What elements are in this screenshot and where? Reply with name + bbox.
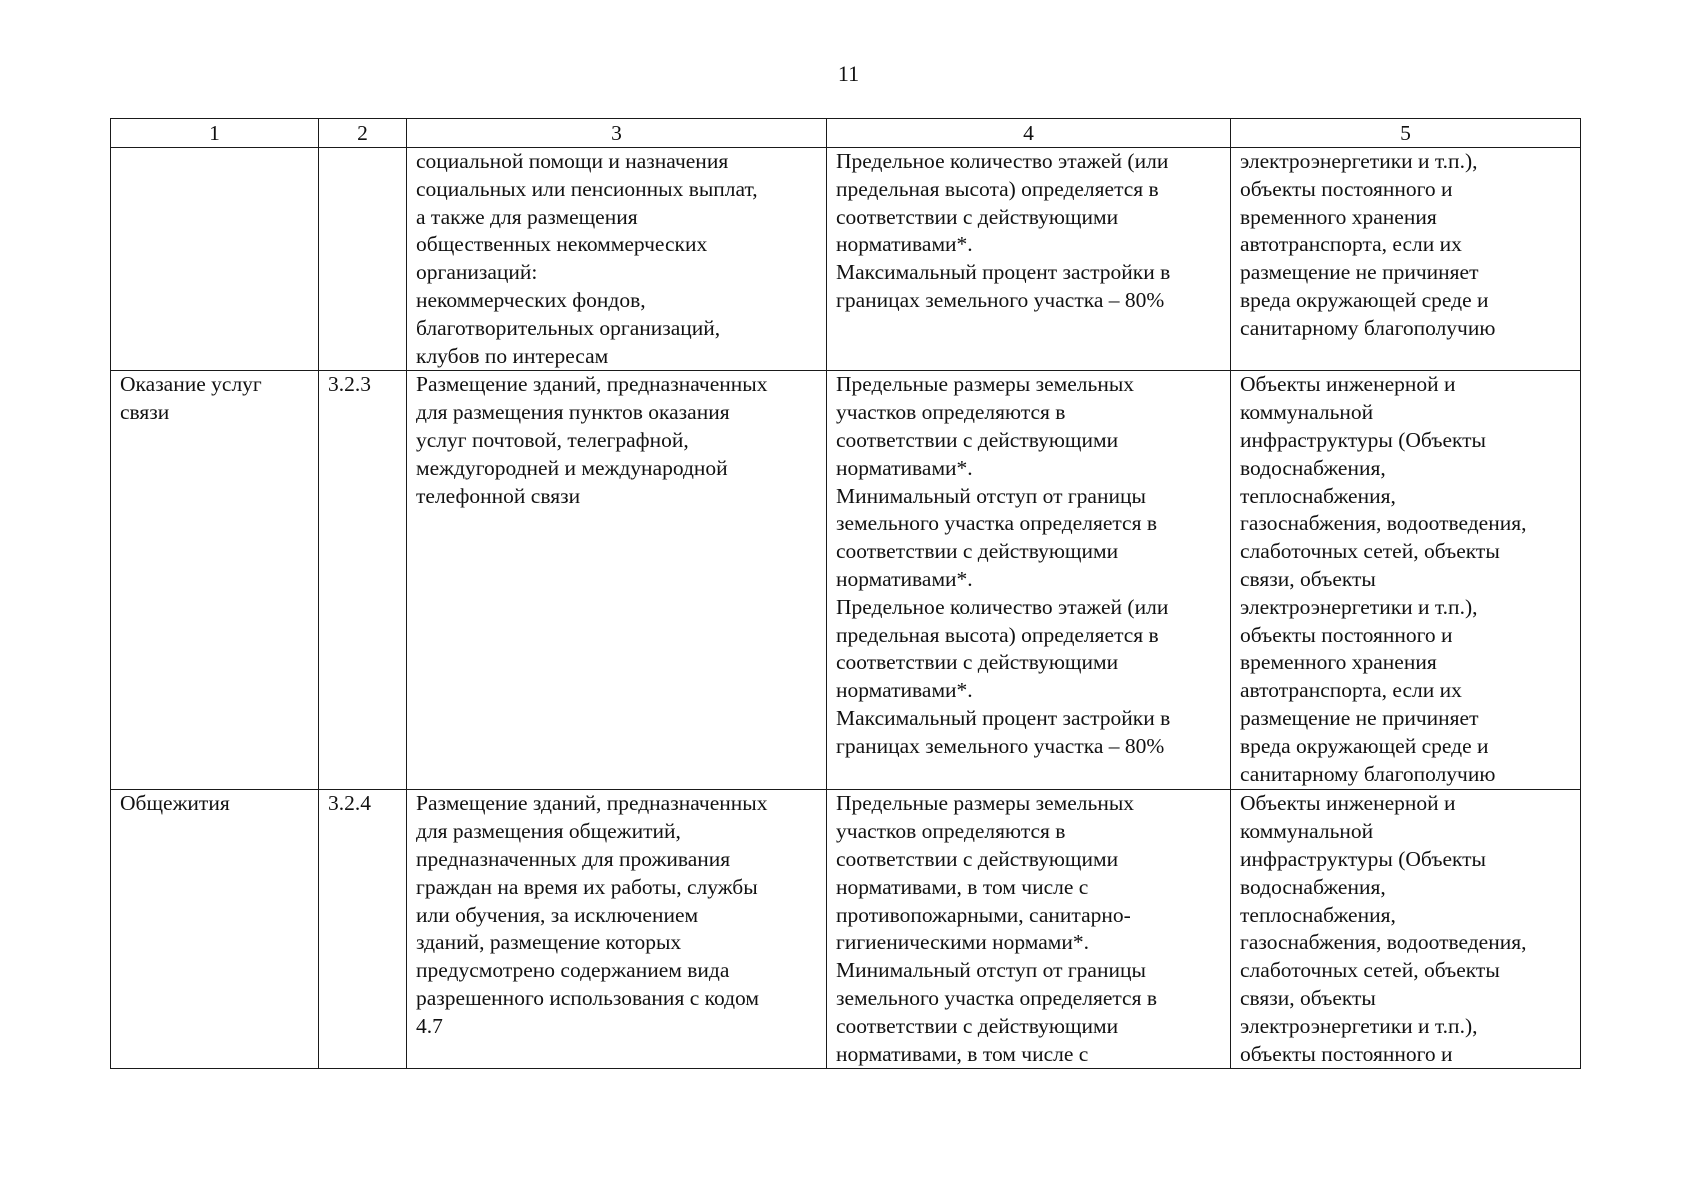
text-line: соответствии с действующими <box>836 650 1119 675</box>
auxiliary-cell <box>1231 148 1581 371</box>
use-code-cell: 3.2.3 <box>319 371 407 790</box>
text-line: санитарному благополучию <box>1240 761 1496 786</box>
text-line: земельного участка определяется в <box>836 985 1157 1010</box>
text-line: Максимальный процент застройки в <box>836 260 1171 285</box>
text-line: участков определяются в <box>836 400 1066 425</box>
header-cell-4: 4 <box>827 119 1231 148</box>
text-line: соответствии с действующими <box>836 1013 1119 1038</box>
header-cell-1: 1 <box>111 119 319 148</box>
use-name-cell <box>111 790 319 1069</box>
text-line: граждан на время их работы, службы <box>416 874 758 899</box>
header-cell-5: 5 <box>1231 119 1581 148</box>
use-code-cell <box>319 148 407 371</box>
text-line: Размещение зданий, предназначенных <box>416 791 768 816</box>
text-line: 4.7 <box>416 1013 443 1038</box>
text-line: теплоснабжения, <box>1240 902 1396 927</box>
text-line: слаботочных сетей, объекты <box>1240 958 1500 983</box>
table-row-communication-services <box>111 371 1581 790</box>
text-line: водоснабжения, <box>1240 455 1386 480</box>
text-line: теплоснабжения, <box>1240 483 1396 508</box>
description-cell <box>407 790 827 1069</box>
text-line: земельного участка определяется в <box>836 511 1157 536</box>
text-line: соответствии с действующими <box>836 427 1119 452</box>
text-line: Минимальный отступ от границы <box>836 483 1146 508</box>
text-line: водоснабжения, <box>1240 874 1386 899</box>
text-line: Предельные размеры земельных <box>836 791 1135 816</box>
text-line: клубов по интересам <box>416 343 609 368</box>
use-name-cell <box>111 371 319 790</box>
text-line: предельная высота) определяется в <box>836 622 1159 647</box>
text-line: связи, объекты <box>1240 985 1376 1010</box>
text-line: междугородней и международной <box>416 455 728 480</box>
text-line: нормативами*. <box>836 232 973 257</box>
text-line: для размещения пунктов оказания <box>416 400 730 425</box>
text-line: услуг почтовой, телеграфной, <box>416 427 689 452</box>
text-line: предельная высота) определяется в <box>836 176 1159 201</box>
text-line: социальной помощи и назначения <box>416 149 729 173</box>
text-line: соответствии с действующими <box>836 846 1119 871</box>
text-line: Объекты инженерной и <box>1240 372 1456 397</box>
text-line: социальных или пенсионных выплат, <box>416 176 758 201</box>
text-line: нормативами*. <box>836 455 973 480</box>
text-line: размещение не причиняет <box>1240 260 1479 285</box>
text-line: для размещения общежитий, <box>416 819 681 844</box>
text-line: противопожарными, санитарно- <box>836 902 1131 927</box>
auxiliary-cell <box>1231 790 1581 1069</box>
text-line: коммунальной <box>1240 400 1374 425</box>
text-line: вреда окружающей среде и <box>1240 287 1489 312</box>
text-line: коммунальной <box>1240 819 1374 844</box>
text-line: газоснабжения, водоотведения, <box>1240 511 1527 536</box>
parameters-cell <box>827 148 1231 371</box>
use-name-cell <box>111 148 319 371</box>
text-line: Минимальный отступ от границы <box>836 958 1146 983</box>
text-line: инфраструктуры (Объекты <box>1240 427 1487 452</box>
table-row-continuation <box>111 148 1581 371</box>
table-row-dormitories <box>111 790 1581 1069</box>
text-line: Оказание услуг <box>120 372 262 397</box>
text-line: объекты постоянного и <box>1240 1041 1453 1066</box>
text-line: Объекты инженерной и <box>1240 791 1456 816</box>
description-cell <box>407 148 827 371</box>
text-line: соответствии с действующими <box>836 539 1119 564</box>
text-line: границах земельного участка – 80% <box>836 287 1165 312</box>
text-line: разрешенного использования с кодом <box>416 985 759 1010</box>
description-cell <box>407 371 827 790</box>
land-use-table <box>110 118 1581 1069</box>
text-line: связи <box>120 400 170 425</box>
text-line: объекты постоянного и <box>1240 176 1453 201</box>
parameters-cell <box>827 371 1231 790</box>
header-row <box>111 119 1581 148</box>
text-line: предназначенных для проживания <box>416 846 731 871</box>
auxiliary-cell <box>1231 371 1581 790</box>
use-code-cell: 3.2.4 <box>319 790 407 1069</box>
text-line: временного хранения <box>1240 650 1437 675</box>
text-line: Размещение зданий, предназначенных <box>416 372 768 397</box>
text-line: размещение не причиняет <box>1240 705 1479 730</box>
text-line: гигиеническими нормами*. <box>836 930 1089 955</box>
text-line: соответствии с действующими <box>836 204 1119 229</box>
text-line: зданий, размещение которых <box>416 930 682 955</box>
text-line: электроэнергетики и т.п.), <box>1240 149 1478 173</box>
text-line: объекты постоянного и <box>1240 622 1453 647</box>
text-line: Общежития <box>120 791 230 816</box>
text-line: Предельное количество этажей (или <box>836 594 1169 619</box>
text-line: телефонной связи <box>416 483 581 508</box>
text-line: нормативами, в том числе с <box>836 1041 1089 1066</box>
text-line: электроэнергетики и т.п.), <box>1240 1013 1478 1038</box>
text-line: общественных некоммерческих <box>416 232 708 257</box>
text-line: Максимальный процент застройки в <box>836 705 1171 730</box>
text-line: автотранспорта, если их <box>1240 232 1462 257</box>
text-line: а также для размещения <box>416 204 638 229</box>
text-line: газоснабжения, водоотведения, <box>1240 930 1527 955</box>
text-line: предусмотрено содержанием вида <box>416 958 730 983</box>
text-line: нормативами, в том числе с <box>836 874 1089 899</box>
text-line: нормативами*. <box>836 566 973 591</box>
text-line: нормативами*. <box>836 678 973 703</box>
text-line: связи, объекты <box>1240 566 1376 591</box>
text-line: участков определяются в <box>836 819 1066 844</box>
header-cell-3: 3 <box>407 119 827 148</box>
text-line: границах земельного участка – 80% <box>836 733 1165 758</box>
text-line: электроэнергетики и т.п.), <box>1240 594 1478 619</box>
text-line: санитарному благополучию <box>1240 315 1496 340</box>
text-line: некоммерческих фондов, <box>416 287 646 312</box>
text-line: или обучения, за исключением <box>416 902 699 927</box>
parameters-cell <box>827 790 1231 1069</box>
text-line: Предельное количество этажей (или <box>836 149 1169 173</box>
text-line: организаций: <box>416 260 538 285</box>
header-cell-2: 2 <box>319 119 407 148</box>
text-line: благотворительных организаций, <box>416 315 721 340</box>
text-line: инфраструктуры (Объекты <box>1240 846 1487 871</box>
text-line: временного хранения <box>1240 204 1437 229</box>
text-line: слаботочных сетей, объекты <box>1240 539 1500 564</box>
page-number: 11 <box>837 61 860 86</box>
text-line: автотранспорта, если их <box>1240 678 1462 703</box>
text-line: Предельные размеры земельных <box>836 372 1135 397</box>
text-line: вреда окружающей среде и <box>1240 733 1489 758</box>
